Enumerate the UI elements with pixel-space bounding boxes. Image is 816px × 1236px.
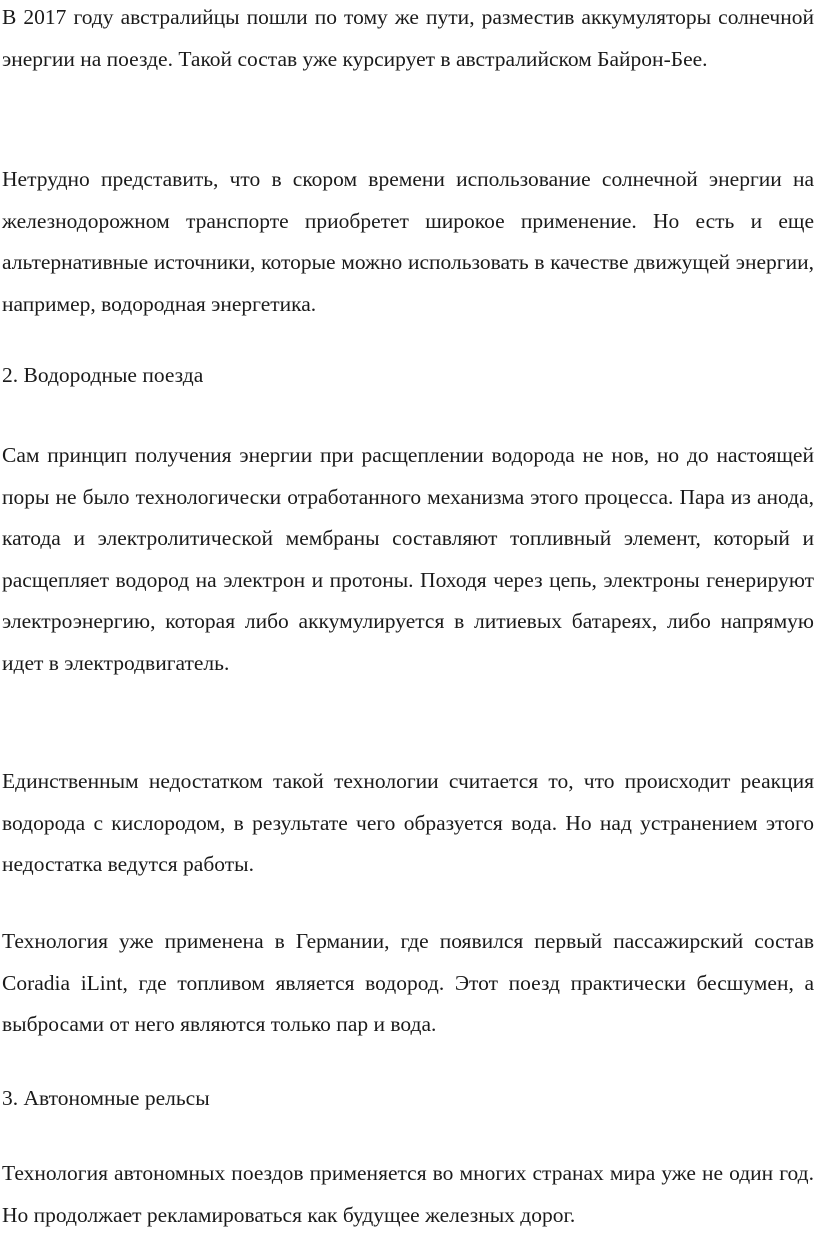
paragraph-coradia-ilint: Технология уже применена в Германии, где появился первый пассажирский состав Coradia iLint, где топливом является водород. Этот поезд практически бесшумен, а выбросами от него являются только пар и вода. bbox=[2, 929, 814, 1036]
section-heading-autonomous-rails: 3. Автономные рельсы bbox=[2, 1086, 210, 1110]
section-heading-hydrogen-trains: 2. Водородные поезда bbox=[2, 363, 204, 387]
paragraph-hydrogen-principle: Сам принцип получения энергии при расщеплении водорода не нов, но до настоящей поры не было технологически отработанного механизма этого процесса. Пара из анода, катода и электролитической мембраны составляют топливный элемент, который и расщепляет водород на электрон и протоны. Походя через цепь, электроны генерируют электроэнергию, которая либо аккумулируется в литиевых батареях, либо напрямую идет в электродвигатель. bbox=[2, 443, 814, 675]
paragraph-autonomous-trains: Технология автономных поездов применяется во многих странах мира уже не один год. Но продолжает рекламироваться как будущее железных дорог. bbox=[2, 1161, 814, 1227]
paragraph-solar-australia: В 2017 году австралийцы пошли по тому же пути, разместив аккумуляторы солнечной энергии на поезде. Такой состав уже курсирует в австралийском Байрон-Бее. bbox=[2, 5, 814, 71]
paragraph-solar-future: Нетрудно представить, что в скором времени использование солнечной энергии на железнодорожном транспорте приобретет широкое применение. Но есть и еще альтернативные источники, которые можно использовать в качестве движущей энергии, например, водородная энергетика. bbox=[2, 167, 814, 316]
paragraph-hydrogen-drawback: Единственным недостатком такой технологии считается то, что происходит реакция водорода с кислородом, в результате чего образуется вода. Но над устранением этого недостатка ведутся работы. bbox=[2, 769, 814, 876]
